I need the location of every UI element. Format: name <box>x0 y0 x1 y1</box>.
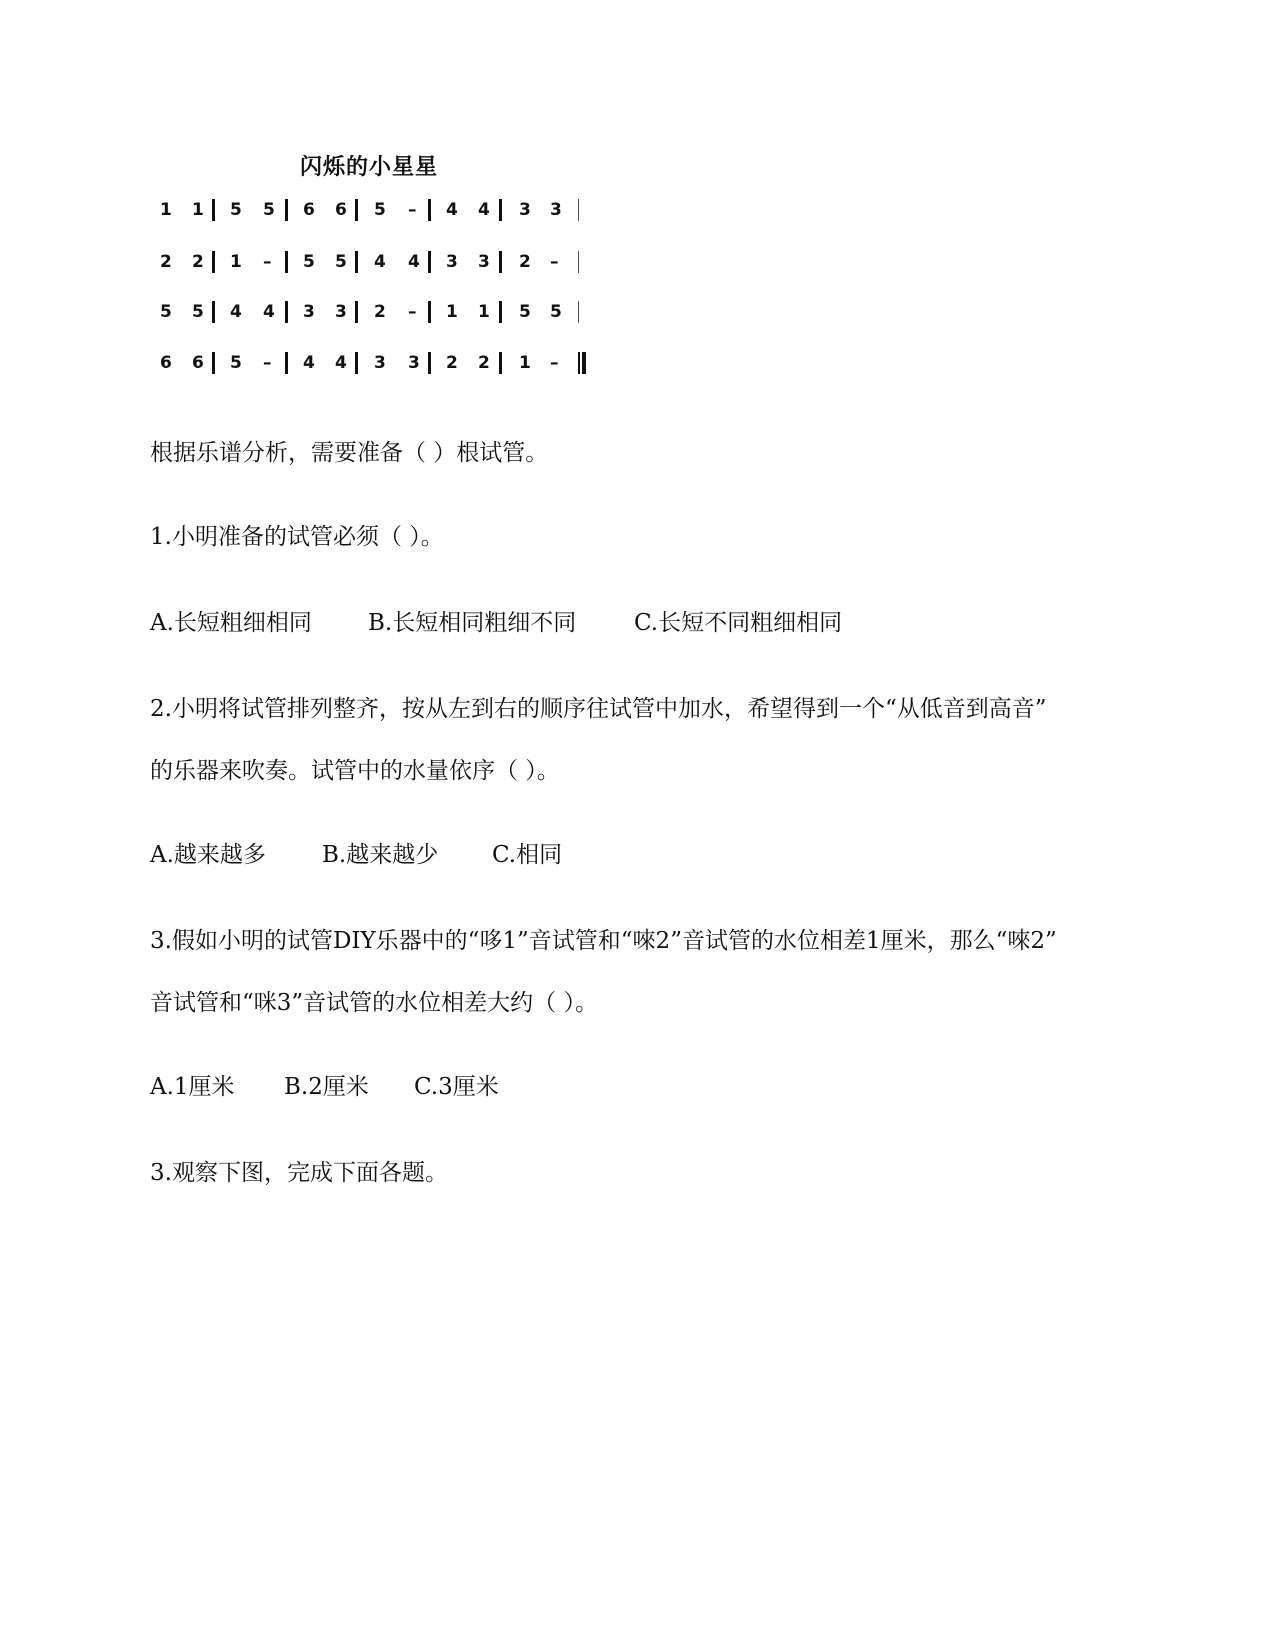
barline <box>499 251 502 273</box>
score-note: 5 <box>303 252 315 272</box>
score-note: – <box>550 252 559 272</box>
q3-option-c: C.3厘米 <box>414 1074 499 1100</box>
score-note: 3 <box>478 252 490 272</box>
barline <box>212 301 215 323</box>
q2-stem-line1: 2.小明将试管排列整齐，按从左到右的顺序往试管中加水，希望得到一个“从低音到高音” <box>150 696 1047 722</box>
score-note: 3 <box>335 302 347 322</box>
score-note: 5 <box>374 200 386 220</box>
score-note: 3 <box>408 353 420 373</box>
q2-option-c: C.相同 <box>492 842 563 868</box>
score-note: 6 <box>303 200 315 220</box>
score-note: 4 <box>374 252 386 272</box>
score-line <box>160 195 600 225</box>
barline <box>285 199 288 221</box>
score-note: 6 <box>160 353 172 373</box>
barline <box>428 199 431 221</box>
q3-stem-line1: 3.假如小明的试管DIY乐器中的“哆1”音试管和“唻2”音试管的水位相差1厘米，那么“唻2” <box>150 928 1057 954</box>
barline <box>578 251 579 273</box>
score-note: 3 <box>519 200 531 220</box>
score-note: 2 <box>160 252 172 272</box>
q3-stem-line2: 音试管和“咪3”音试管的水位相差大约（ ）。 <box>150 990 598 1016</box>
barline <box>428 301 431 323</box>
barline <box>578 301 579 323</box>
barline <box>355 352 358 374</box>
q2-options <box>150 840 562 870</box>
score-line <box>160 247 600 277</box>
score-note: 5 <box>230 353 242 373</box>
barline <box>499 199 502 221</box>
barline <box>355 301 358 323</box>
score-note: 5 <box>550 302 562 322</box>
q2-option-a: A.越来越多 <box>150 842 266 868</box>
score-note: – <box>263 252 272 272</box>
barline <box>428 352 431 374</box>
barline <box>285 352 288 374</box>
score-note: 1 <box>160 200 172 220</box>
score-note: 6 <box>335 200 347 220</box>
score-note: – <box>550 353 559 373</box>
barline <box>355 251 358 273</box>
score-note: 4 <box>478 200 490 220</box>
score-note: 4 <box>446 200 458 220</box>
score-note: 4 <box>230 302 242 322</box>
barline <box>428 251 431 273</box>
score-note: – <box>408 302 417 322</box>
score-note: 4 <box>303 353 315 373</box>
score-line <box>160 348 600 378</box>
score-note: 1 <box>446 302 458 322</box>
score-note: – <box>408 200 417 220</box>
q2-stem-line2: 的乐器来吹奏。试管中的水量依序（ ）。 <box>150 758 560 784</box>
q1-option-c: C.长短不同粗细相同 <box>634 610 843 636</box>
score-note: 2 <box>374 302 386 322</box>
q3-option-b: B.2厘米 <box>284 1074 369 1100</box>
barline <box>355 199 358 221</box>
score-note: 3 <box>446 252 458 272</box>
score-note: 1 <box>519 353 531 373</box>
barline <box>285 251 288 273</box>
score-note: 4 <box>335 353 347 373</box>
score-note: 4 <box>263 302 275 322</box>
q1-option-b: B.长短相同粗细不同 <box>368 610 577 636</box>
score-note: 6 <box>192 353 204 373</box>
music-score <box>150 140 620 400</box>
q1-stem: 1.小明准备的试管必须（ ）。 <box>150 524 444 550</box>
score-note: 1 <box>478 302 490 322</box>
barline <box>499 301 502 323</box>
intro-question: 根据乐谱分析，需要准备（ ）根试管。 <box>150 440 549 466</box>
q1-option-a: A.长短粗细相同 <box>150 610 312 636</box>
score-note: 3 <box>303 302 315 322</box>
barline <box>212 352 215 374</box>
score-note: 2 <box>446 353 458 373</box>
score-note: 5 <box>263 200 275 220</box>
score-note: 1 <box>230 252 242 272</box>
score-note: 2 <box>519 252 531 272</box>
score-note: 5 <box>335 252 347 272</box>
barline <box>499 352 502 374</box>
score-note: 5 <box>160 302 172 322</box>
barline <box>212 199 215 221</box>
q2-option-b: B.越来越少 <box>322 842 439 868</box>
score-note: 5 <box>230 200 242 220</box>
score-note: – <box>263 353 272 373</box>
score-note: 5 <box>192 302 204 322</box>
q1-options <box>150 608 842 638</box>
score-note: 2 <box>478 353 490 373</box>
score-note: 2 <box>192 252 204 272</box>
score-note: 4 <box>408 252 420 272</box>
score-line <box>160 297 600 327</box>
next-question: 3.观察下图，完成下面各题。 <box>150 1160 448 1186</box>
q3-option-a: A.1厘米 <box>150 1074 235 1100</box>
score-note: 3 <box>550 200 562 220</box>
barline <box>212 251 215 273</box>
score-note: 5 <box>519 302 531 322</box>
q3-options <box>150 1072 499 1102</box>
score-title: 闪烁的小星星 <box>300 155 439 180</box>
final-barline <box>578 352 586 374</box>
score-note: 3 <box>374 353 386 373</box>
barline <box>285 301 288 323</box>
score-note: 1 <box>192 200 204 220</box>
barline <box>578 199 579 221</box>
